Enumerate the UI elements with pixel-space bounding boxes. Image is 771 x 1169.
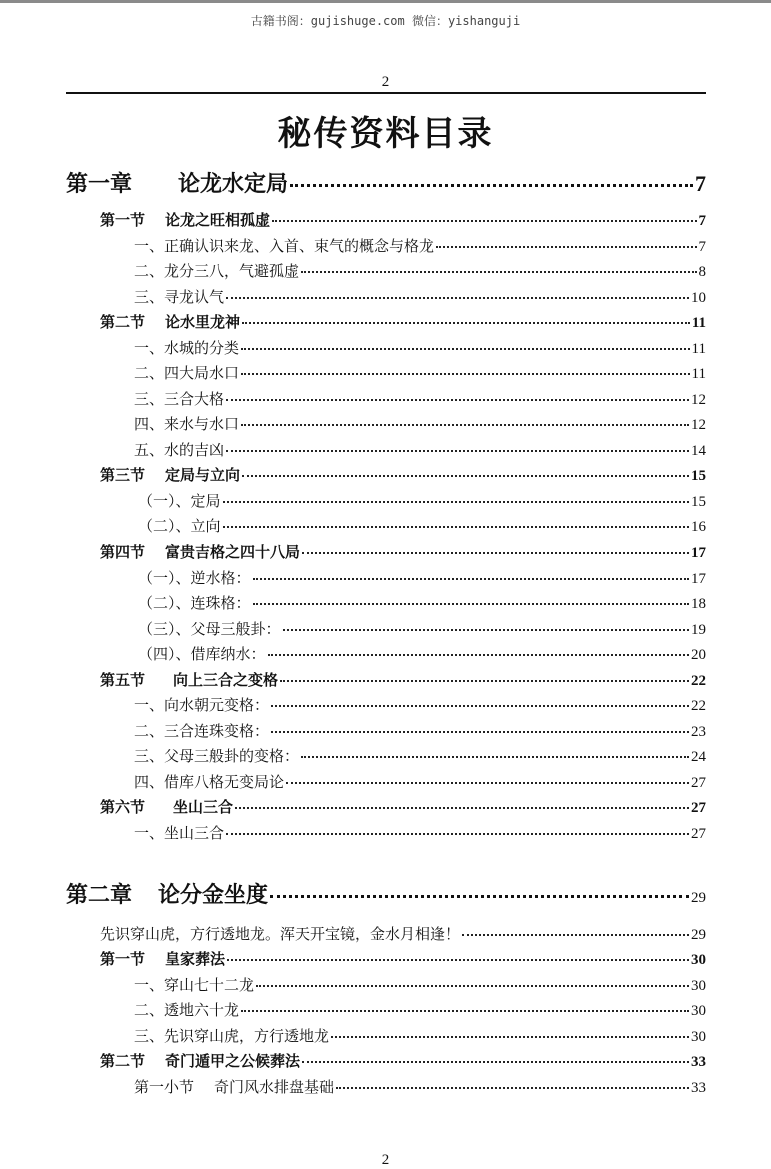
toc-dot-leader xyxy=(242,475,689,477)
toc-item-entry[interactable] xyxy=(134,439,706,460)
page-number-bottom: 2 xyxy=(381,1152,390,1168)
page-number-top: 2 xyxy=(381,74,390,90)
toc-dot-leader xyxy=(290,184,693,187)
toc-entry-title: 一、水城的分类 xyxy=(134,339,240,357)
toc-page-number: 19 xyxy=(691,622,706,638)
toc-item-entry[interactable] xyxy=(134,720,706,741)
toc-dot-leader xyxy=(235,807,689,809)
toc-dot-leader xyxy=(242,322,690,324)
toc-entry-title: 论龙水定局 xyxy=(178,171,289,197)
toc-subitem-entry[interactable] xyxy=(138,490,706,511)
toc-dot-leader xyxy=(226,297,689,299)
toc-page-number: 7 xyxy=(695,171,706,196)
toc-page-number: 33 xyxy=(691,1054,706,1070)
toc-entry-title: （二）、连珠格： xyxy=(138,594,251,612)
toc-section-number: 第一节 xyxy=(100,211,146,229)
toc-dot-leader xyxy=(302,1061,689,1063)
toc-subitem-entry[interactable] xyxy=(138,643,706,664)
toc-page-number: 17 xyxy=(691,571,706,587)
toc-item-entry[interactable] xyxy=(134,974,706,995)
toc-dot-leader xyxy=(256,985,689,987)
toc-section-number: 第六节 xyxy=(100,798,146,816)
toc-intro-entry[interactable] xyxy=(100,923,706,944)
header-watermark-note: 古籍书阁：gujishuge.com 微信：yishanguji xyxy=(250,14,521,28)
toc-dot-leader xyxy=(272,220,696,222)
toc-page-number: 23 xyxy=(691,724,706,740)
toc-page-number: 16 xyxy=(691,519,706,535)
toc-item-entry[interactable] xyxy=(134,771,706,792)
toc-dot-leader xyxy=(301,756,689,758)
toc-entry-title: （一）、定局 xyxy=(138,492,221,510)
toc-item-entry[interactable] xyxy=(134,413,706,434)
toc-entry-title: （二）、立向 xyxy=(138,517,221,535)
toc-page-number: 15 xyxy=(691,468,706,484)
toc-item-entry[interactable] xyxy=(134,999,706,1020)
toc-dot-leader xyxy=(226,833,689,835)
toc-page-number: 30 xyxy=(691,978,706,994)
toc-page-number: 12 xyxy=(691,392,706,408)
toc-entry-title: 向上三合之变格 xyxy=(173,671,279,689)
toc-item-entry[interactable] xyxy=(134,822,706,843)
toc-section-entry[interactable] xyxy=(100,209,706,230)
toc-subsection-entry[interactable] xyxy=(134,1076,706,1097)
toc-item-entry[interactable] xyxy=(134,694,706,715)
toc-dot-leader xyxy=(241,424,689,426)
toc-dot-leader xyxy=(223,501,689,503)
toc-page-number: 22 xyxy=(691,673,706,689)
toc-entry-title: 奇门风水排盘基础 xyxy=(214,1078,335,1096)
document-title: 秘传资料目录 xyxy=(277,114,494,154)
toc-dot-leader xyxy=(270,895,689,898)
toc-page-number: 29 xyxy=(691,890,706,906)
toc-chapter-number: 第一章 xyxy=(66,171,133,197)
toc-subsection-number: 第一小节 xyxy=(134,1078,195,1096)
toc-entry-title: 奇门遁甲之公候葬法 xyxy=(165,1052,301,1070)
toc-dot-leader xyxy=(226,399,689,401)
toc-item-entry[interactable] xyxy=(134,286,706,307)
toc-entry-title: 四、借库八格无变局论 xyxy=(134,773,285,791)
toc-dot-leader xyxy=(271,731,689,733)
toc-entry-title: 皇家葬法 xyxy=(165,950,226,968)
toc-section-entry[interactable] xyxy=(100,796,706,817)
toc-dot-leader xyxy=(241,1010,689,1012)
toc-section-number: 第五节 xyxy=(100,671,146,689)
toc-subitem-entry[interactable] xyxy=(138,567,706,588)
toc-entry-title: 论水里龙神 xyxy=(165,313,241,331)
toc-page-number: 24 xyxy=(691,749,706,765)
toc-item-entry[interactable] xyxy=(134,1025,706,1046)
toc-section-entry[interactable] xyxy=(100,669,706,690)
toc-subitem-entry[interactable] xyxy=(138,618,706,639)
toc-entry-title: 二、四大局水口 xyxy=(134,364,240,382)
toc-section-entry[interactable] xyxy=(100,1050,706,1071)
toc-chapter-number: 第二章 xyxy=(66,882,133,908)
toc-dot-leader xyxy=(226,450,689,452)
toc-subitem-entry[interactable] xyxy=(138,515,706,536)
toc-entry-title: 一、正确认识来龙、入首、束气的概念与格龙 xyxy=(134,237,435,255)
toc-section-entry[interactable] xyxy=(100,948,706,969)
toc-entry-title: 论龙之旺相孤虚 xyxy=(165,211,271,229)
toc-entry-title: 三、寻龙认气 xyxy=(134,288,225,306)
toc-dot-leader xyxy=(302,552,689,554)
toc-section-number: 第三节 xyxy=(100,466,146,484)
toc-page-number: 14 xyxy=(691,443,706,459)
toc-dot-leader xyxy=(253,578,689,580)
toc-dot-leader xyxy=(283,629,689,631)
toc-section-number: 第一节 xyxy=(100,950,146,968)
toc-page-number: 7 xyxy=(698,213,706,229)
toc-entry-title: 二、龙分三八，气避孤虚 xyxy=(134,262,300,280)
toc-entry-title: 富贵吉格之四十八局 xyxy=(165,543,301,561)
toc-dot-leader xyxy=(227,959,689,961)
toc-entry-title: 论分金坐度 xyxy=(158,882,269,908)
toc-page-number: 15 xyxy=(691,494,706,510)
toc-entry-title: 三、先识穿山虎，方行透地龙 xyxy=(134,1027,330,1045)
toc-item-entry[interactable] xyxy=(134,745,706,766)
toc-entry-title: （四）、借库纳水： xyxy=(138,645,266,663)
toc-entry-title: 先识穿山虎，方行透地龙。浑天开宝镜，金水月相逢！ xyxy=(100,925,461,943)
toc-item-entry[interactable] xyxy=(134,260,706,281)
toc-dot-leader xyxy=(268,654,689,656)
toc-item-entry[interactable] xyxy=(134,388,706,409)
toc-page-number: 30 xyxy=(691,1003,706,1019)
toc-subitem-entry[interactable] xyxy=(138,592,706,613)
toc-page-number: 27 xyxy=(691,826,706,842)
toc-page-number: 22 xyxy=(691,698,706,714)
toc-dot-leader xyxy=(253,603,689,605)
toc-page-number: 27 xyxy=(691,775,706,791)
toc-dot-leader xyxy=(223,526,689,528)
toc-section-number: 第四节 xyxy=(100,543,146,561)
toc-entry-title: 一、坐山三合 xyxy=(134,824,225,842)
toc-entry-title: 一、向水朝元变格： xyxy=(134,696,270,714)
toc-dot-leader xyxy=(336,1087,689,1089)
toc-page-number: 12 xyxy=(691,417,706,433)
toc-entry-title: （一）、逆水格： xyxy=(138,569,251,587)
toc-dot-leader xyxy=(280,680,689,682)
toc-dot-leader xyxy=(271,705,689,707)
toc-page-number: 30 xyxy=(691,1029,706,1045)
toc-page-number: 30 xyxy=(691,952,706,968)
toc-entry-title: （三）、父母三般卦： xyxy=(138,620,281,638)
toc-section-entry[interactable] xyxy=(100,311,706,332)
toc-section-number: 第二节 xyxy=(100,1052,146,1070)
toc-entry-title: 定局与立向 xyxy=(165,466,241,484)
toc-entry-title: 二、三合连珠变格： xyxy=(134,722,270,740)
toc-page-number: 20 xyxy=(691,647,706,663)
toc-dot-leader xyxy=(436,246,696,248)
toc-chapter-entry[interactable] xyxy=(66,167,706,198)
toc-dot-leader xyxy=(331,1036,689,1038)
toc-dot-leader xyxy=(301,271,696,273)
toc-dot-leader xyxy=(241,348,690,350)
toc-entry-title: 三、三合大格 xyxy=(134,390,225,408)
toc-page-number: 7 xyxy=(698,239,706,255)
toc-page-number: 33 xyxy=(691,1080,706,1096)
toc-entry-title: 二、透地六十龙 xyxy=(134,1001,240,1019)
toc-item-entry[interactable] xyxy=(134,235,706,256)
toc-page-number: 18 xyxy=(691,596,706,612)
toc-entry-title: 坐山三合 xyxy=(173,798,234,816)
toc-dot-leader xyxy=(241,373,690,375)
toc-section-number: 第二节 xyxy=(100,313,146,331)
toc-page-number: 11 xyxy=(691,341,706,357)
toc-page-number: 8 xyxy=(698,264,706,280)
toc-page-number: 11 xyxy=(691,315,706,331)
toc-entry-title: 五、水的吉凶 xyxy=(134,441,225,459)
toc-entry-title: 三、父母三般卦的变格： xyxy=(134,747,300,765)
toc-section-entry[interactable] xyxy=(100,464,706,485)
toc-section-entry[interactable] xyxy=(100,541,706,562)
toc-entry-title: 一、穿山七十二龙 xyxy=(134,976,255,994)
toc-page-number: 10 xyxy=(691,290,706,306)
toc-dot-leader xyxy=(286,782,689,784)
toc-chapter-entry[interactable] xyxy=(66,878,706,909)
toc-entry-title: 四、来水与水口 xyxy=(134,415,240,433)
toc-item-entry[interactable] xyxy=(134,337,706,358)
toc-page-number: 11 xyxy=(691,366,706,382)
toc-dot-leader xyxy=(462,934,689,936)
toc-page-number: 27 xyxy=(691,800,706,816)
toc-page-number: 17 xyxy=(691,545,706,561)
toc-page-number: 29 xyxy=(691,927,706,943)
toc-item-entry[interactable] xyxy=(134,362,706,383)
